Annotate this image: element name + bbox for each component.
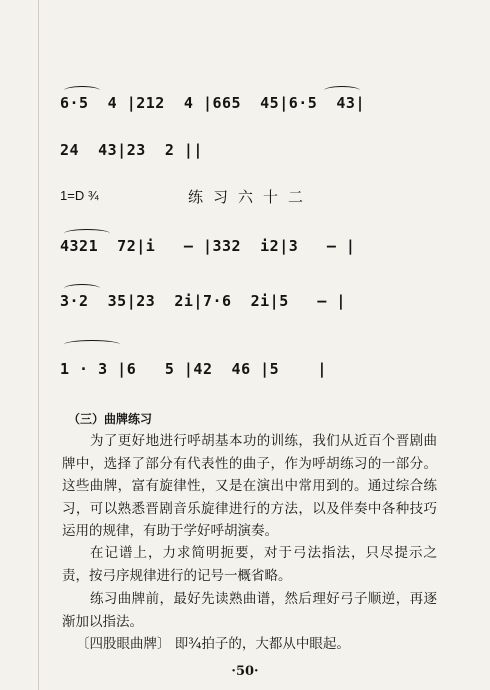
slur-mark xyxy=(64,340,120,349)
score-line-5: 1 · 3 |6 5 |42 46 |5 | xyxy=(60,360,327,378)
section-heading: （三）曲牌练习 xyxy=(68,412,153,426)
page-number: ·50· xyxy=(231,664,259,679)
score-line-3: 4321 72|i — |332 i2|3 — | xyxy=(60,237,356,255)
paragraph: 在记谱上，力求简明扼要，对于弓法指法，只尽提示之责，按弓序规律进行的记号一概省略。 xyxy=(62,545,437,584)
paragraph: 为了更好地进行呼胡基本功的训练，我们从近百个晋剧曲牌中，选择了部分有代表性的曲子，作为呼胡练习的一部分。这些曲牌，富有旋律性，又是在演出中常用到的。通过综合练习，可以熟悉晋剧音乐旋律进行的方法，以及伴奏中各种技巧运用的规律，有助于学好呼胡演奏。 xyxy=(62,433,437,539)
score-line-4: 3·2 35|23 2i|7·6 2i|5 — | xyxy=(60,292,346,310)
key-signature: 1=D ¾ xyxy=(60,188,99,203)
binding-rule xyxy=(38,0,39,690)
paragraph: 练习曲牌前，最好先读熟曲谱，然后理好弓子顺逆，再逐渐加以指法。 xyxy=(62,591,437,630)
score-line-1: 6·5 4 |212 4 |665 45|6·5 43| xyxy=(60,94,365,112)
paragraph: 〔四股眼曲牌〕 即¾拍子的，大都从中眼起。 xyxy=(76,636,350,652)
exercise-title: 练习六十二 xyxy=(188,188,314,206)
score-line-2: 24 43|23 2 || xyxy=(60,141,203,159)
